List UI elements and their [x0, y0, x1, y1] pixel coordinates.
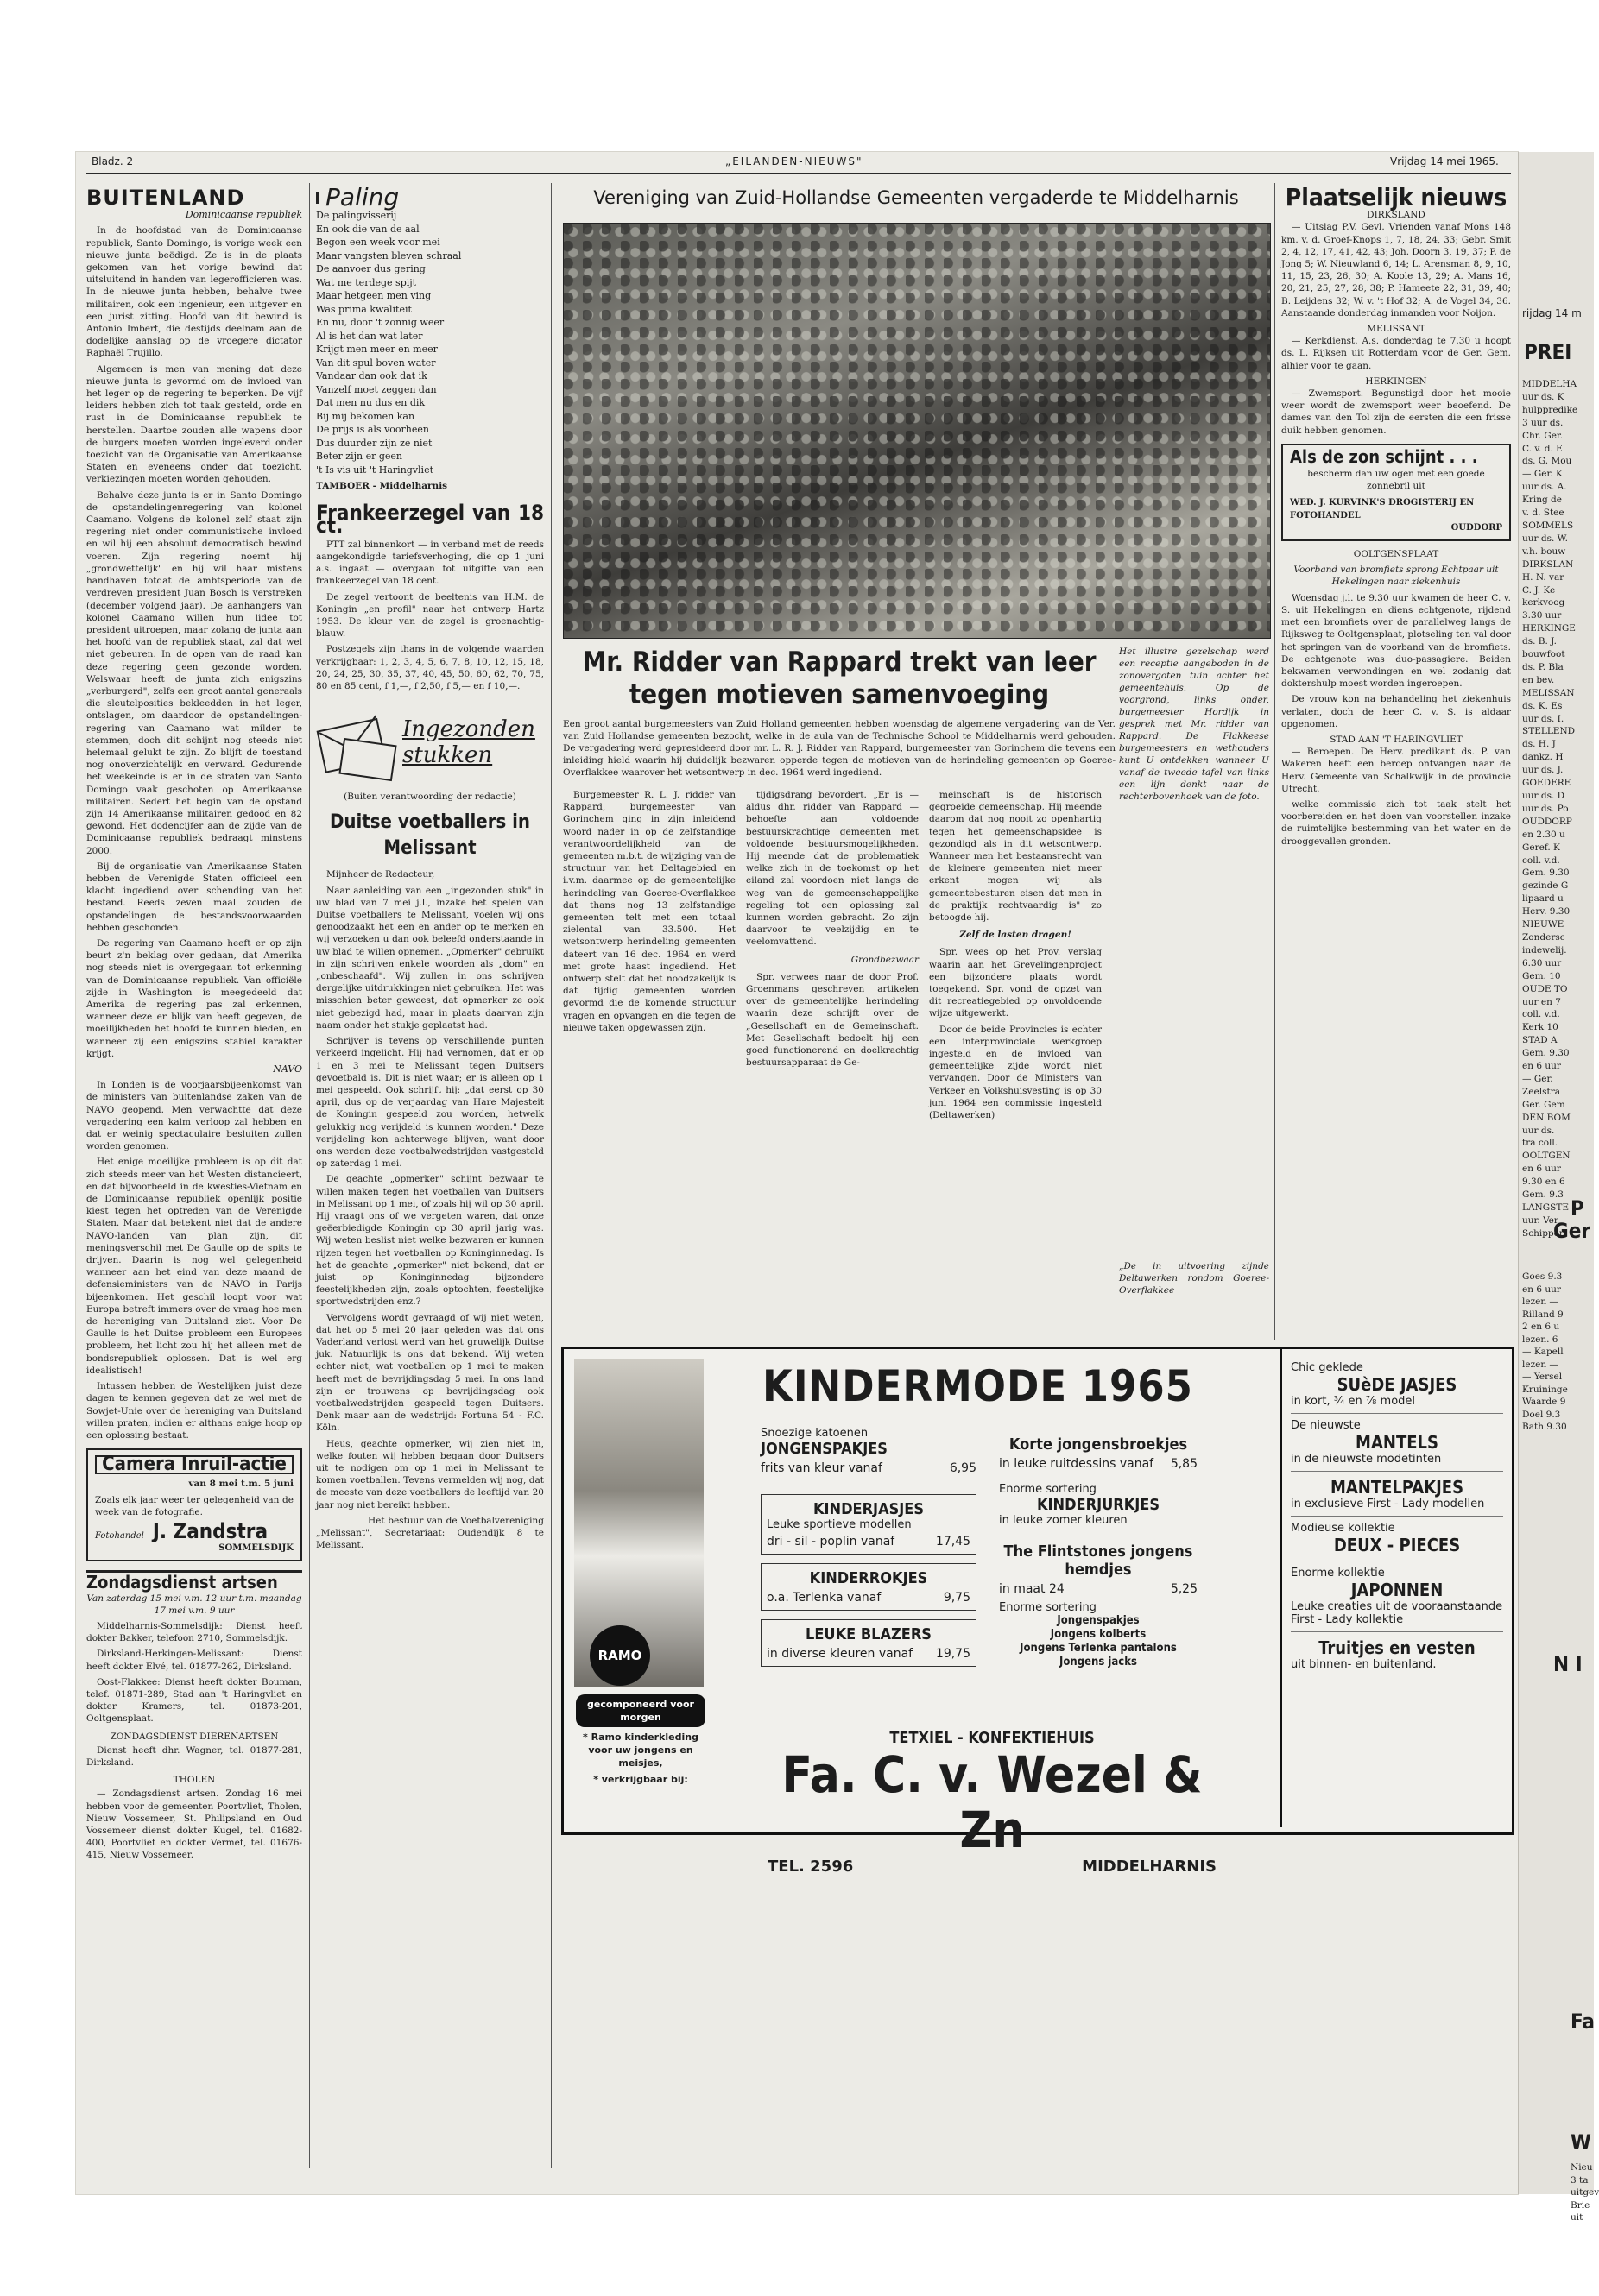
paragraph: In Londen is de voorjaarsbijeenkomst van de ministers van buitenlandse zaken van de NAVO geopend. Men verwachtte dat deze vergadering een kalm verloop zal hebben en dat er weinig spectaculaire besluiten zullen worden genomen. [86, 1080, 302, 1152]
section-subtitle: Dominicaanse republiek [185, 209, 302, 221]
masthead-rule [86, 173, 1511, 174]
paragraph: Algemeen is men van mening dat deze nieuwe junta is gevormd om de invloed van het leger op de regering te beperken. De vijf leiders hebben zich tot taak gesteld, orde en rust in de Dominicaanse republiek te herstellen. Daartoe zouden alle wapens door de burgers moeten worden ingeleverd onder toezicht van de Organisatie van Amerikaanse Staten en eveneens onder dat toezicht, verkiezingen moeten worden gehouden. [86, 363, 302, 485]
paragraph: Door de beide Provincies is echter een interprovinciale werkgroep ingesteld en de invloed van gemeentelijke zijde wordt niet vervangen. Door de Ministers van Verkeer en Volkshuisvesting is op 30 juni 1964 een commissie ingesteld (Deltawerken) [929, 1024, 1102, 1121]
ad-item-price: 17,45 [935, 1535, 970, 1549]
duitse-voetballers-title: Duitse voetballers in Melissant [329, 811, 531, 860]
camera-ad-shop: J. Zandstra [152, 1518, 269, 1543]
article-column-3 [929, 789, 1102, 1125]
ramo-ad-text [576, 1694, 705, 1786]
zonnebril-ad-title: Als de zon schijnt . . . [1290, 445, 1478, 467]
ad-item-desc: Leuke creaties uit de vooraanstaande First - Lady kollektie [1291, 1600, 1503, 1626]
paragraph: De regering van Caamano heeft er op zijn beurt z'n beklag over gedaan, dat Amerika nog steeds niet is overgegaan tot erkenning van de Dominicaanse republiek. Van officiële zijde in Washington is meegedeeld dat Amerika de regering pas zal erkennen, wanneer deze er blijk van heeft gegeven, de moeilijkheden het hoofd te kunnen bieden, en wanneer zij een enigszins stabiel karakter krijgt. [86, 937, 302, 1059]
paragraph: Intussen hebben de Westelijken juist deze dagen te kennen gegeven dat ze wel met de Sowjet-Unie over de hereniging van Duitsland willen praten, indien er althans enige hoop op een oplossing bestaat. [86, 1381, 302, 1441]
ad-blazers [761, 1619, 976, 1667]
column-paling-ingezonden [316, 183, 544, 2177]
paragraph: Het bestuur van de Voetbalvereniging „Melissant", Secretariaat: Oudendijk 8 te Melissant. [316, 1515, 544, 1551]
subsection-title: NAVO [273, 1063, 302, 1075]
paragraph: — Kerkdienst. A.s. donderdag te 7.30 u hoopt ds. L. Rijksen uit Rotterdam voor de Ger. Gem. alhier voor te gaan. [1281, 336, 1511, 371]
ad-item-price: 6,95 [949, 1461, 976, 1475]
ad-item-name: JONGENSPAKJES [761, 1440, 888, 1458]
ingezonden-stukken-logo [316, 708, 544, 785]
zonnebril-ad-text: bescherm dan uw ogen met een goede zonnebril uit [1307, 469, 1485, 492]
poem-signature: TAMBOER - Middelharnis [316, 481, 448, 492]
ramo-availability: * verkrijgbaar bij: [593, 1774, 688, 1785]
paragraph: — Zwemsport. Begunstigd door het mooie weer wordt de zwemsport weer beoefend. De dames van den Tol zijn de eersten die een frisse duik hebben genomen. [1281, 388, 1511, 436]
ad-item-name: LEUKE BLAZERS [806, 1625, 932, 1643]
ad-item-price: 5,25 [1170, 1582, 1198, 1596]
kindermode-advertisement [561, 1347, 1514, 1876]
column-plaatselijk-nieuws [1281, 183, 1511, 1340]
paragraph: In de hoofdstad van de Dominicaanse republiek, Santo Domingo, is vorige week een nieuwe junta beëdigd. Ze is in de plaats gekomen van het vorige bewind dat uitsluitend in handen van legerofficieren was. In de nieuwe junta hebben, behalve twee militairen, ook een ingenieur, een uitgever en een jurist zitting. Hoofd van dit bewind is Antonio Imbert, die destijds deelnam aan de dodelijke aanslag op de vroegere dictator Raphaël Trujillo. [86, 225, 302, 359]
meeting-photo [563, 223, 1271, 639]
ad-item-name: KINDERROKJES [809, 1569, 928, 1587]
ad-item-price: 5,85 [1170, 1457, 1198, 1471]
ad-left-list [761, 1427, 976, 1675]
ad-kinderjasjes [761, 1494, 976, 1555]
ramo-text: * Ramo kinderkleding voor uw jongens en meisjes, [583, 1731, 698, 1769]
paragraph: Vervolgens wordt gevraagd of wij niet weten, dat het op 5 mei 20 jaar geleden was dat ons Vaderland verlost werd van het gruwelijk Duitse juk. Natuurlijk is ons dat bekend. Wij weten echter niet, wat voetballen op 1 mei te maken heeft met de bevrijdingsdag 5 mei. In ons land zijn er trouwens op bevrijdingsdag ook voetbalwedstrijden gespeeld tegen Duitsers. Denk maar aan de wedstrijd: Fortuna 54 - F.C. Köln. [316, 1312, 544, 1434]
paragraph: Woensdag j.l. te 9.30 uur kwamen de heer C. v. S. uit Hekelingen en diens echtgenote, rijdend met een bromfiets over de parallelweg langs de Rijksweg te Ooltgensplaat, plotseling ten val door het springen van de voorband van de bromfiets. De echtgenote was duo-passagiere. Beiden bekwamen verwondingen en wel zodanig dat doktershulp moest worden ingeroepen. [1281, 592, 1511, 690]
ad-right-list [1291, 1361, 1503, 1671]
zonnebril-advertisement [1281, 444, 1511, 541]
edge-heading-6: W [1571, 2130, 1591, 2154]
ad-middle-list [999, 1435, 1198, 1669]
ad-item-desc: Leuke sportieve modellen [767, 1518, 912, 1531]
ad-item-price: 9,75 [943, 1591, 970, 1605]
paragraph: Spr. wees op het Prov. verslag waarin aan het Grevelingenproject een bijzondere plaats wordt toegekend. Spr. vond de opzet van dit recreatiegebied op onvoldoende wijze uitgewerkt. [929, 947, 1102, 1019]
paragraph: — Uitslag P.V. Gevl. Vrienden vanaf Mons 148 km. v. d. Groef-Knops 1, 7, 18, 24, 33; Gebr. Smit 2, 4, 12, 17, 41, 42, 43; Joh. Doorn 3, 19, 37; P. de Jong 5; W. Nieuwland 6, 14; L. Arensman 8, 9, 10, 11, 15, 23, 26, 30; A. Koole 13, 29; A. Mans 16, 20, 21, 25, 27, 28, 38; P. Hameete 22, 31, 39, 40; B. Leijdens 32; W. v. 't Hof 32; A. de Vogel 34, 36. Aanstaande donderdag inmanden voor Noijon. [1281, 222, 1511, 319]
place-heading-melissant: MELISSANT [1367, 324, 1425, 335]
paragraph: De zegel vertoont de beeltenis van H.M. de Koningin „en profil" naar het ontwerp Hartz 1953. De kleur van de zegel is groenachtig-blauw. [316, 591, 544, 640]
ad-item-pre: Modieuse kollektie [1291, 1522, 1395, 1535]
zonnebril-ad-place: OUDDORP [1450, 522, 1502, 533]
ad-item-name: KINDERJASJES [812, 1500, 925, 1518]
paragraph: Behalve deze junta is er in Santo Domingo de opstandelingenregering van kolonel Caamano. Volgens de kolonel zelf staat zijn regering niet onder communistische invloed en wil hij een absoluut democratisch bewind voeren. Zijn regering noemt hij „grondwettelijk" en hij wil haar mistens handhaven totdat de ambtsperiode van de verdreven president Juan Bosch is verstreken (december volgend jaar). De aanhangers van kolonel Caamano willen hun lidee tot president uitroepen, maar zolang de junta aan het hoofd van de republiek staat, zal dat wel niet gebeuren. In de open van de raad kan deze regering geen gezonde worden. Welswaar heeft de junta zich enigszins „verburgerd", zelfs een groot aantal generaals die sleutelposities bekleedden in het leger, ontslagen, om daardoor de opstandelingen-regering van Caamano wat milder te stemmen, doch dit schijnt nog steeds niet helemaal gelukt te zijn. Zo blijft de toestand nog onoverzichtelijk en verward. Gedurende het weekeinde is er in de straten van Santo Domingo vaak geschoten op Amerikaanse militairen. Sedert het begin van de opstand zijn 14 Amerikaanse militairen gedood en 82 gewond. Het dodencijfer aan de zijde van de Dominicaanse republiek bedraagt minstens 2000. [86, 489, 302, 856]
ad-item-desc: dri - sil - poplin vanaf [767, 1535, 895, 1549]
paragraph: Het enige moeilijke probleem is op dit dat zich steeds meer van het Westen distancieert, en dat bijvoorbeeld in de kwesties-Vietnam en de Dominicaanse republiek openlijk positie kiest tegen het optreden van de Verenigde Staten. Maar dat betekent niet dat de andere NAVO-landen van plan zijn, dit meningsverschil met De Gaulle op de spits te drijven. Daarin is nog wel gelegenheid wanneer aan het eind van deze maand de defensieministers van de NAVO in Parijs bijeenkomen. Het geschil loopt voor wat Europa betreft immers over de vraag hoe men de hereniging van Duitsland ziet. Voor De Gaulle is het Duitse probleem een Europees probleem, het licht zou hij het alleen met de bondsrepubliek oplossen. Dat is wel erg idealistisch! [86, 1157, 302, 1376]
paragraph: — Zondagsdienst artsen. Zondag 16 mei hebben voor de gemeenten Poortvliet, Tholen, Nieuw Vossemeer, St. Philipsland en Oud Vossemeer dienst dokter Kugel, tel. 01682-400, Poortvliet en dokter Vermet, tel. 01676-415, Nieuw Vossemeer. [86, 1788, 302, 1861]
ad-item-desc: in diverse kleuren vanaf [767, 1647, 913, 1661]
ingezonden-stukken-title: Ingezonden stukken [402, 716, 535, 769]
ingezonden-note: (Buiten verantwoording der redactie) [344, 792, 516, 803]
edge-heading-4: N I [1553, 1652, 1583, 1676]
paragraph: Burgemeester R. L. J. ridder van Rappard, burgemeester van Gorinchem ging in zijn inleidend woord nader in op de zelfstandige verantwoordelijkheid van de gemeenten m.b.t. de wijziging van de structuur van het Deltagebied en i.v.m. daarmee op de gemeentelijke herindeling van Goeree-Overflakkee dat thans nog 13 zelfstandige gemeenten telt met een totaal zielental van 33.500. Het wetsontwerp herindeling gemeenten dateert van 16 dec. 1964 en werd met grote haast ingediend. Het ontwerp stelt dat het noodzakelijk is dat tijdig gemeenten worden gevormd die de komende structuur vragen en opvangen en die tegen de nieuwe taken opgewassen zijn. [563, 790, 736, 1033]
photo-headline: Vereniging van Zuid-Hollandse Gemeenten vergaderde te Middelharnis [593, 187, 1239, 208]
subhead-grondbezwaar: Grondbezwaar [850, 954, 919, 965]
edge-snippet-2: Goes 9.3 en 6 uur lezen — Rilland 9 2 en 6 u lezen. 6 — Kapell lezen — — Yersel Kruininge Waarde 9 Doel 9.3 Bath 9.30 [1522, 1271, 1568, 1432]
ad-kinderrokjes [761, 1563, 976, 1611]
photo-headline-wrap [563, 187, 1269, 226]
masthead-paper-name: „EILANDEN-NIEUWS" [725, 155, 863, 167]
shop-telephone: TEL. 2596 [768, 1858, 854, 1876]
zondagsdienst-period: Van zaterdag 15 mei v.m. 12 uur t.m. maandag 17 mei v.m. 9 uur [86, 1593, 302, 1616]
paragraph: Oost-Flakkee: Dienst heeft dokter Bouman, telef. 01871-289, Stad aan 't Haringvliet en dokter Kramers, tel. 01873-201, Ooltgensplaat. [86, 1676, 302, 1725]
ad-item-list: Jongenspakjes Jongens kolberts Jongens Terlenka pantalons Jongens jacks [1020, 1614, 1177, 1668]
camera-ad-text: Zoals elk jaar weer ter gelegenheid van de week van de fotografie. [95, 1494, 294, 1517]
tholen-title: THOLEN [173, 1775, 216, 1786]
poem-text: De palingvisserij En ook die van de aal Begon een week voor mei Maar vangsten bleven schraal De aanvoer dus gering Wat me terdege spijt Maar hetgeen men ving Was prima kwaliteit En nu, door 't zonnig weer Al is het dan wat later Krijgt men meer en meer Van dit spul boven water Vandaar dan ook dat ik Vanzelf moet zeggen dan Dat men nu dus en dik Bij mij bekomen kan De prijs is als voorheen Dus duurder zijn ze niet Beter zijn er geen 't Is vis uit 't Haringvliet [316, 210, 462, 476]
paragraph: tijdigsdrang bevordert. „Er is — aldus dhr. ridder van Rappard — behoefte aan voldoende bestuurskrachtige gemeenten met voldoende bestuursmogelijkheden. Hij meende dat de problematiek welke zich in de toekomst op het eiland zal voordoen niet langs de weg van de gemeenschappelijke regeling tot een oplossing zal kunnen worden gebracht. Zo zijn daarvoor te veelzijdig en te veelomvattend. [746, 790, 919, 948]
ad-item-price: 19,75 [935, 1647, 970, 1661]
ad-item-name: MANTELPAKJES [1330, 1477, 1464, 1498]
edge-snippet-3: Nieu 3 ta uitgev Brie uit [1571, 2162, 1599, 2223]
kindermode-title: KINDERMODE 1965 [762, 1361, 1193, 1411]
shop-type: TETXIEL - KONFEKTIEHUIS [889, 1729, 1095, 1747]
paragraph: Spr. verwees naar de door Prof. Groenmans geschreven artikelen over de gemeentelijke herindeling waarin deze schrijft over de „Gesellschaft en de Gemeinschaft. Met Gesellschaft bedoelt hij een goed functionerend en doelkrachtig bestuursapparaat de Ge- [746, 971, 919, 1069]
ad-item-name: DEUX - PIECES [1333, 1535, 1461, 1555]
ad-item-pre: Enorme sortering [999, 1483, 1097, 1496]
place-heading-herkingen: HERKINGEN [1365, 375, 1427, 387]
article-column-2 [746, 789, 919, 1125]
ad-item-desc: in kort, ¾ en ⅞ model [1291, 1395, 1416, 1408]
place-heading-dirksland: DIRKSLAND [1367, 210, 1425, 221]
camera-advertisement [86, 1448, 302, 1561]
camera-ad-dates: van 8 mei t.m. 5 juni [188, 1479, 294, 1490]
shop-name: Fa. C. v. Wezel & Zn [781, 1745, 1203, 1859]
article-lead: Een groot aantal burgemeesters van Zuid Holland gemeenten hebben woensdag de algemene vergadering van de Ver. van Zuid Hollandse gemeenten bezocht, welke in de aula van de Technische School te Middelharnis werd gehouden. De vergadering werd gepresideerd door mr. L. R. J. Ridder van Rappard, burgemeester van Gorinchem die tevens een inleiding hield waarin hij duidelijk bezwaren opperde tegen de motieven van de herindeling gemeenten op Goeree-Overflakkee waarover het wetsontwerp in dec. 1964 werd ingediend. [563, 719, 1116, 778]
ramo-logo: RAMO [590, 1625, 650, 1686]
paragraph: Dirksland-Herkingen-Melissant: Dienst heeft dokter Elvé, tel. 01877-262, Dirksland. [86, 1649, 302, 1672]
ad-item-name: The Flintstones jongens hemdjes [1003, 1542, 1193, 1579]
ad-item-desc: frits van kleur vanaf [761, 1461, 882, 1475]
paragraph: De vrouw kon na behandeling het ziekenhuis verlaten, doch de heer C. v. S. is aldaar opgenomen. [1281, 694, 1511, 729]
paragraph: Postzegels zijn thans in de volgende waarden verkrijgbaar: 1, 2, 3, 4, 5, 6, 7, 8, 10, 12, 15, 18, 20, 24, 25, 30, 35, 37, 40, 45, 50, 60, 62, 70, 75, 80 en 85 cent, f 1,—, f 2,50, f 5,— en f 10,—. [316, 644, 544, 692]
paragraph: welke commissie zich tot taak stelt het voorbereiden en het doen van voorstellen inzake de ruimtelijke bestemming van het water en de drooggevallen gronden. [1281, 798, 1511, 847]
ad-item-desc: in leuke zomer kleuren [999, 1514, 1128, 1527]
paragraph: Middelharnis-Sommelsdijk: Dienst heeft dokter Bakker, telefoon 2710, Sommelsdijk. [86, 1620, 302, 1644]
article-headline: Mr. Ridder van Rappard trekt van leer tegen motieven samenvoeging [582, 647, 1097, 710]
paragraph: — Beroepen. De Herv. predikant ds. P. van Wakeren heeft een beroep ontvangen naar de Herv. Gemeente van Schalkwijk in de provincie Utrecht. [1281, 747, 1511, 794]
edge-heading-5: Fa [1571, 2009, 1595, 2034]
paragraph: De geachte „opmerker" schijnt bezwaar te willen maken tegen het voetballen van Duitsers in Melissant op 1 mei, of zoals hij wil op 30 april. Hij vraagt ons of we vergeten waren, dat onze geëerbiedigde Koningin op 30 april jarig was. Wij weten beslist niet welke bezwaren er kunnen rijzen tegen het voetballen op Koninginnedag. Is het de geachte „opmerker" niet bekend, dat er juist op Koninginnedag bijzondere feestelijkheden zijn, zoals optochten, feestelijke sportwedstrijden enz.? [316, 1174, 544, 1308]
ad-item-name: JAPONNEN [1350, 1580, 1444, 1600]
ad-item-desc: o.a. Terlenka vanaf [767, 1591, 882, 1605]
subhead-zelf: Zelf de lasten dragen! [959, 930, 1071, 941]
ad-item-name: Truitjes en vesten [1318, 1637, 1476, 1658]
paragraph: meinschaft is de historisch gegroeide gemeenschap. Hij meende daarom dat nog nooit zo openhartig tegen het gemeenschapsidee is gezondigd als in dit wetsontwerp. Wanneer men het bestaansrecht van de kleinere gemeenten niet meer erkent mogen wij als gemeentebesturen eisen dat men in de praktijk rechtvaardig is" zo betoogde hij. [929, 790, 1102, 924]
poem-title: Paling [316, 192, 544, 204]
ad-item-name: KINDERJURKJES [1036, 1496, 1160, 1514]
paragraph: Naar aanleiding van een „ingezonden stuk" in uw blad van 7 mei j.l., inzake het spelen van Duitse voetballers te Melissant, voelen wij ons genoodzaakt het een en ander op te merken en wij verzoeken u dan ook beleefd onderstaande in uw blad te willen opnemen. „Opmerker" gebruikt in zijn schrijven enkele woorden als „dom" en „onbeschaafd". Wij zullen in ons schrijven dergelijke uitdrukkingen niet gebruiken. Het was misschien beter geweest, dat opmerker ze ook niet gebezigd had, maar in plaats daarvan zijn naam onder het stukje geplaatst had. [316, 885, 544, 1031]
zegel-title: Frankeerzegel van 18 ct. [316, 501, 544, 538]
ad-item-desc: in leuke ruitdessins vanaf [999, 1457, 1154, 1471]
ad-item-name: MANTELS [1356, 1432, 1438, 1453]
place-heading-stad: STAD AAN 'T HARINGVLIET [1330, 734, 1463, 745]
shop-block [768, 1729, 1217, 1876]
ad-item-desc: in maat 24 [999, 1582, 1065, 1596]
paragraph: Heus, geachte opmerker, wij zien niet in, welke fouten wij hebben begaan door Duitsers uit te nodigen om op 1 mei in Melissant te komen voetballen. Tevens vermelden wij nog, dat de meeste van deze voetballers de leeftijd van 20 jaar nog niet bereikt hebben. [316, 1438, 544, 1511]
paragraph: Schrijver is tevens op verschillende punten verkeerd ingelicht. Hij had vernomen, dat er op 1 en 3 mei te Melissant tegen Duitsers gevoetbald is. Dit is niet waar; er is alleen op 1 mei gespeeld. Ook schrijft hij: „dat eerst op 30 april, dus op de verjaardag van Hare Majesteit de Koningin gespeeld zou worden, hetwelk gelukkig nog verijdeld is kunnen worden." Deze verijdeling kon achterwege blijven, want door ons werden deze voetbalwedstrijden vastgesteld op zaterdag 1 mei. [316, 1036, 544, 1170]
column-rule [309, 183, 310, 2168]
edge-heading: PREI [1524, 340, 1572, 364]
ad-item-name: SUèDE JASJES [1337, 1374, 1457, 1395]
zonnebril-ad-shop: WED. J. KURVINK'S DROGISTERIJ EN FOTOHANDEL [1290, 498, 1475, 520]
shop-city: MIDDELHARNIS [1082, 1858, 1217, 1876]
pull-quote: „De in uitvoering zijnde Deltawerken rondom Goeree-Overflakkee [1119, 1261, 1269, 1296]
paragraph: Bij de organisatie van Amerikaanse Staten hebben de Verenigde Staten officieel een klacht ingediend over schending van het bestand. Reeds zeven maal zouden de opstandelingen de bestandsvoorwaarden hebben geschonden. [86, 861, 302, 933]
adjacent-page-edge [1518, 152, 1599, 2223]
ramo-slogan: gecomponeerd voor morgen [576, 1694, 705, 1727]
paragraph: Dienst heeft dhr. Wagner, tel. 01877-281, Dirksland. [86, 1744, 302, 1768]
ad-item-pre: Chic geklede [1291, 1361, 1363, 1374]
ad-item-pre: Enorme sortering [999, 1601, 1097, 1614]
edge-heading-3: Ger [1553, 1219, 1591, 1243]
page-number: Bladz. 2 [92, 155, 134, 167]
ad-item-pre: Enorme kollektie [1291, 1567, 1385, 1580]
ad-item-name: Korte jongensbroekjes [1008, 1435, 1188, 1454]
photo-caption: Het illustre gezelschap werd een receptie aangeboden in de zonovergoten tuin achter het gemeentehuis. Op de voorgrond, links onder, burgemeester Hordijk in gesprek met Mr. ridder van Rappard. De Flakkeese burgemeesters en wethouders kunt U ontdekken wanneer U vanaf de tweede tafel van links een lijn denkt naar de rechterbovenhoek van de foto. [1119, 647, 1269, 802]
edge-date: rijdag 14 m [1522, 307, 1582, 319]
ooltgensplaat-subhead: Voorband van bromfiets sprong Echtpaar uit Hekelingen naar ziekenhuis [1293, 565, 1499, 588]
section-title: BUITENLAND [86, 186, 245, 210]
edge-heading-2: P [1571, 1196, 1584, 1221]
place-heading-ooltgensplaat: OOLTGENSPLAAT [1353, 549, 1439, 560]
paragraph: Mijnheer de Redacteur, [326, 869, 435, 880]
ad-item-desc: in de nieuwste modetinten [1291, 1453, 1442, 1466]
column-buitenland [86, 186, 302, 2177]
column-rule [1274, 183, 1275, 1340]
camera-ad-shop-label: Fotohandel [95, 1530, 144, 1541]
paragraph: PTT zal binnenkort — in verband met de reeds aangekondigde tariefsverhoging, die op 1 juni a.s. ingaat — overgaan tot uitgifte van een frankeerzegel van 18 cent. [316, 539, 544, 587]
column-rule [551, 183, 552, 2168]
dierenartsen-title: ZONDAGSDIENST DIERENARTSEN [110, 1731, 279, 1742]
camera-ad-title: Camera Inruil-actie [95, 1455, 294, 1474]
plaatselijk-nieuws-title: Plaatselijk nieuws [1285, 183, 1507, 211]
edge-snippet: MIDDELHA uur ds. K hulppredike 3 uur ds. Chr. Ger. C. v. d. E ds. G. Mou — Ger. K uur ds. A. Kring de v. d. Stee SOMMELS uur ds. W. v.h. bouw DIRKSLAN H. N. var C. J. Ke kerkvoog 3.30 uur HERKINGE ds. B. J. bouwfoot ds. P. Bla en bev. MELISSAN ds. K. Es uur ds. I. STELLEND ds. H. J dankz. H uur ds. J. GOEDERE uur ds. D uur ds. Po OUDDORP en 2.30 u Geref. K coll. v.d. Gem. 9.30 gezinde G lipaard u Herv. 9.30 NIEUWE Zondersc indewelij. 6.30 uur Gem. 10 OUDE TO uur en 7 coll. v.d. Kerk 10 STAD A Gem. 9.30 en 6 uur — Ger. Zeelstra Ger. Gem DEN BOM uur ds. tra coll. OOLTGEN en 6 uur 9.30 en 6 Gem. 9.3 LANGSTE uur. Ver Schipper [1522, 379, 1578, 1239]
masthead-date: Vrijdag 14 mei 1965. [1390, 155, 1499, 167]
ad-item-desc: uit binnen- en buitenland. [1291, 1658, 1437, 1671]
ad-item-desc: in exclusieve First - Lady modellen [1291, 1498, 1485, 1511]
zondagsdienst-title: Zondagsdienst artsen [86, 1570, 302, 1588]
ad-item-pre: De nieuwste [1291, 1419, 1361, 1432]
article-column-1 [563, 789, 736, 1125]
ad-item-pre: Snoezige katoenen [761, 1427, 869, 1440]
camera-ad-place: SOMMELSDIJK [218, 1543, 294, 1554]
